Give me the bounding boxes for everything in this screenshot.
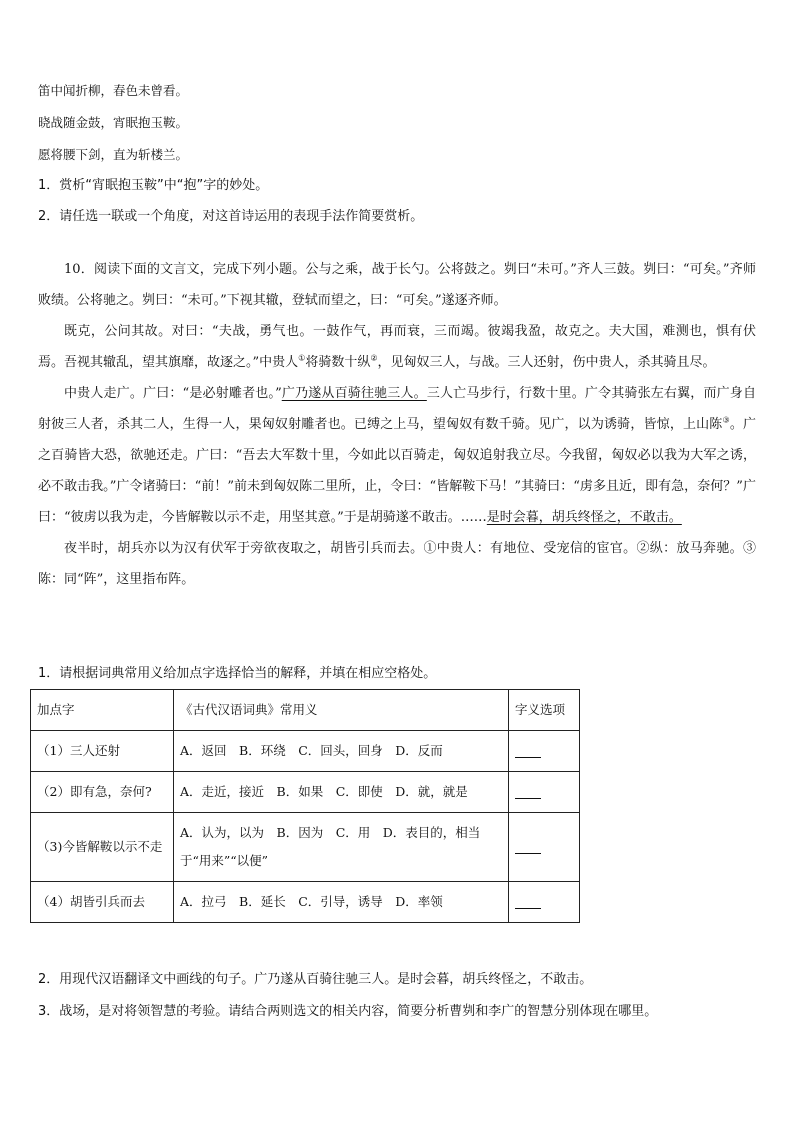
header-option: 字义选项 — [509, 690, 580, 731]
row-meaning: A．走近，接近 B．如果 C．即使 D．就，就是 — [174, 772, 509, 813]
passage-p3-part-c: 。广之百骑皆大恐，欲驰还走。广曰：“吾去大军数十里，今如此以百骑走，匈奴追射我立尽。今我留，匈奴必以我为大军之诱，必不敢击我。”广令诸骑曰：“前！”前未到匈奴陈二里所，止，令曰：“皆解鞍下马！”其骑曰：“虏多且近，即有急，奈何？”广曰：“彼虏以我为走，今皆解鞍以示不走，用坚其意。”于是胡骑遂不敢击。…… — [38, 417, 756, 525]
answer-blank-cell[interactable] — [509, 731, 580, 772]
answer-blank-cell[interactable] — [509, 882, 580, 923]
passage-paragraph-1: 10．阅读下面的文言文，完成下列小题。公与之乘，战于长勺。公将鼓之。刿曰“未可。”齐人三鼓。刿曰：“可矣。”齐师败绩。公将驰之。刿曰：“未可。”下视其辙，登轼而望之，曰：“可矣。”遂逐齐师。 — [38, 262, 756, 308]
answer-blank[interactable] — [515, 745, 541, 758]
vocab-question-prompt: 1．请根据词典常用义给加点字选择恰当的解释，并填在相应空格处。 — [38, 666, 437, 681]
passage-paragraph-4: 夜半时，胡兵亦以为汉有伏军于旁欲夜取之，胡皆引兵而去。①中贵人：有地位、受宠信的宦官。②纵：放马奔驰。③陈：同“阵”，这里指布阵。 — [38, 541, 756, 587]
table-row — [31, 731, 580, 772]
poem-line-1: 笛中闻折柳，春色未曾看。 — [38, 83, 189, 98]
poem-question-2: 2．请任选一联或一个角度，对这首诗运用的表现手法作简要赏析。 — [38, 209, 424, 224]
row-word: （3)今皆解鞍以示不走 — [31, 813, 174, 882]
underlined-sentence-2: 是时会暮，胡兵终怪之，不敢击。 — [486, 510, 682, 525]
table-row — [31, 882, 580, 923]
table-header-row — [31, 690, 580, 731]
answer-blank-cell[interactable] — [509, 813, 580, 882]
vocab-table — [30, 689, 580, 923]
passage-paragraph-2 — [38, 316, 756, 378]
analysis-question: 3．战场，是对将领智慧的考验。请结合两则选文的相关内容，简要分析曹刿和李广的智慧分别体现在哪里。 — [38, 1004, 658, 1019]
poem-line-3: 愿将腰下剑，直为斩楼兰。 — [38, 147, 189, 162]
passage-p2-part-a: 既克，公问其故。对曰：“夫战，勇气也。一鼓作气，再而衰，三而竭。彼竭我盈，故克之。夫大国，难测也，惧有伏焉。吾视其辙乱，望其旗靡，故逐之。”中贵人 — [38, 324, 756, 370]
answer-blank[interactable] — [515, 786, 541, 799]
table-row — [31, 772, 580, 813]
passage-p3-part-b: 三人亡马步行，行数十里。广令其骑张左右翼，而广身自射彼三人者，杀其二人，生得一人，果匈奴射雕者也。已缚之上马，望匈奴有数千骑。见广，以为诱骑，皆惊，上山陈 — [38, 386, 756, 432]
footnote-mark-3: ③ — [722, 415, 730, 425]
answer-blank-cell[interactable] — [509, 772, 580, 813]
translation-question: 2．用现代汉语翻译文中画线的句子。广乃遂从百骑往驰三人。是时会暮，胡兵终怪之，不敢击。 — [38, 972, 593, 987]
row-meaning: A．返回 B．环绕 C．回头，回身 D．反而 — [174, 731, 509, 772]
passage-p2-part-b: 将骑数十纵 — [305, 355, 371, 370]
row-word: （1）三人还射 — [31, 731, 174, 772]
header-meaning: 《古代汉语词典》常用义 — [174, 690, 509, 731]
table-row — [31, 813, 580, 882]
passage-paragraph-3 — [38, 378, 756, 533]
passage-p3-part-a: 中贵人走广。广曰：“是必射雕者也。” — [64, 386, 282, 401]
row-meaning: A．认为，以为 B．因为 C．用 D．表目的，相当于“用来”“以便” — [174, 813, 509, 882]
classical-passage — [38, 254, 756, 595]
passage-p2-part-c: ，见匈奴三人，与战。三人还射，伤中贵人，杀其骑且尽。 — [377, 355, 716, 370]
row-word: （2）即有急，奈何? — [31, 772, 174, 813]
underlined-sentence-1: 广乃遂从百骑往驰三人。 — [281, 386, 427, 401]
footnote-mark-2: ② — [370, 353, 378, 363]
answer-blank[interactable] — [515, 896, 541, 909]
row-meaning: A．拉弓 B．延长 C．引导，诱导 D．率领 — [174, 882, 509, 923]
header-word: 加点字 — [31, 690, 174, 731]
poem-line-2: 晓战随金鼓，宵眠抱玉鞍。 — [38, 115, 189, 130]
row-word: （4）胡皆引兵而去 — [31, 882, 174, 923]
answer-blank[interactable] — [515, 841, 541, 854]
footnote-mark-1: ① — [298, 353, 306, 363]
poem-question-1: 1．赏析“宵眠抱玉鞍”中“抱”字的妙处。 — [38, 178, 269, 193]
